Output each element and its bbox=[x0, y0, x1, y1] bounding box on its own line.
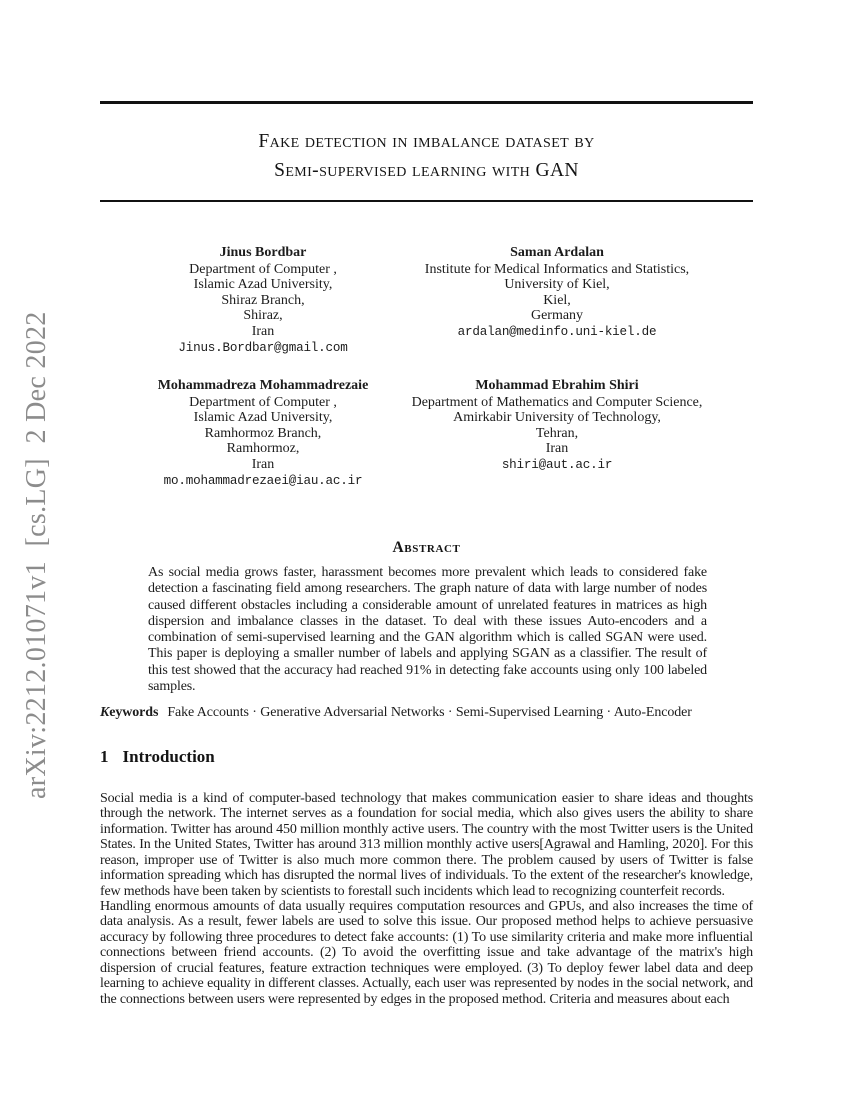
author-affiliation-line: Ramhormoz, bbox=[226, 441, 300, 457]
title-rule-top bbox=[100, 101, 753, 104]
section-title: Introduction bbox=[122, 747, 215, 766]
author-affiliation-line: Iran bbox=[251, 456, 275, 472]
author-email: mo.mohammadrezaei@iau.ac.ir bbox=[163, 473, 363, 488]
arxiv-watermark: arXiv:2212.01071v1 [cs.LG] 2 Dec 2022 bbox=[21, 311, 52, 799]
author-name: Mohammadreza Mohammadrezaie bbox=[157, 378, 369, 393]
author-affiliation-line: Department of Mathematics and Computer Science, bbox=[411, 394, 703, 410]
author-affiliation-line: Iran bbox=[545, 441, 569, 457]
author-affiliation-line: Amirkabir University of Technology, bbox=[453, 410, 661, 426]
author-block-mohammad-ebrahim-shiri bbox=[392, 378, 722, 474]
author-email: Jinus.Bordbar@gmail.com bbox=[178, 340, 348, 355]
keywords-label-rest: eywords bbox=[109, 705, 159, 720]
author-affiliation-line: Tehran, bbox=[535, 425, 579, 441]
title-rule-bottom bbox=[100, 200, 753, 202]
author-name: Mohammad Ebrahim Shiri bbox=[475, 378, 639, 393]
author-email: ardalan@medinfo.uni-kiel.de bbox=[457, 324, 657, 339]
author-affiliation-line: Ramhormoz Branch, bbox=[204, 425, 322, 441]
author-block-saman-ardalan bbox=[392, 245, 722, 341]
keywords-label bbox=[100, 705, 158, 720]
author-affiliation-line: Islamic Azad University, bbox=[193, 410, 333, 426]
author-affiliation-line: Shiraz, bbox=[243, 308, 283, 324]
author-name: Saman Ardalan bbox=[510, 245, 604, 260]
abstract-text: As social media grows faster, harassment becomes more prevalent which leads to considered fake detection a fascinating field among researchers. The graph nature of data with large number of nodes caused different obstacles including a considerable amount of unrelated features in matrices as high dispersion and imbalance classes in the dataset. To deal with these issues Auto-encoders and a combination of semi-supervised learning and the GAN algorithm which is called SGAN were used. This paper is deploying a smaller number of labels and applying SGAN as a classifier. The result of this test showed that the accuracy had reached 91% in detecting fake accounts using only 100 labeled samples. bbox=[148, 565, 707, 695]
intro-paragraph-2: Handling enormous amounts of data usually requires computation resources and GPUs, and also increases the time of data analysis. As a result, fewer labels are used to solve this issue. Our proposed method helps to achieve persuasive accuracy by following three procedures to detect fake accounts: (1) To use similarity criteria and make more influential connections between friend accounts. (2) To avoid the overfitting issue and take advantage of the matrix's high dispersion of crucial features, feature extraction techniques were employed. (3) To deploy fewer label data and deep learning to achieve equality in different classes. Actually, each user was represented by nodes in the social network, and the connections between users were represented by edges in the proposed method. Criteria and measures about each bbox=[100, 899, 753, 1007]
author-affiliation-line: Institute for Medical Informatics and Statistics, bbox=[424, 261, 690, 277]
author-affiliation-line: Department of Computer , bbox=[189, 394, 337, 410]
author-block-mohammadreza-mohammadrezaie bbox=[98, 378, 428, 489]
author-email: shiri@aut.ac.ir bbox=[501, 457, 613, 472]
author-affiliation-line: University of Kiel, bbox=[504, 277, 610, 293]
keywords-line bbox=[100, 705, 753, 721]
author-affiliation-line: Shiraz Branch, bbox=[221, 292, 305, 308]
author-affiliation-line: Germany bbox=[530, 308, 584, 324]
intro-paragraph-1: Social media is a kind of computer-based technology that makes communication easier to share ideas and thoughts through the network. The internet serves as a foundation for social media, which also gives users the ability to share information. Twitter has around 450 million monthly active users. The country with the most Twitter users is the United States. In the United States, Twitter has around 313 million monthly active users[Agrawal and Hamling, 2020]. For this reason, improper use of Twitter is also much more common there. The problem caused by users of Twitter is false information spreading which has disrupted the normal lives of individuals. To the extent of the researcher's knowledge, few methods have been taken by scientists to forestall such incidents which lead to recognizing counterfeit records. bbox=[100, 791, 753, 899]
title-line-1: Fake detection in imbalance dataset by bbox=[258, 131, 595, 152]
author-affiliation-line: Kiel, bbox=[543, 292, 571, 308]
keywords-text: Fake Accounts · Generative Adversarial Networks · Semi-Supervised Learning · Auto-Encoder bbox=[167, 705, 692, 720]
author-affiliation-line: Iran bbox=[251, 323, 275, 339]
author-block-jinus-bordbar bbox=[98, 245, 428, 356]
author-affiliation-line: Islamic Azad University, bbox=[193, 277, 333, 293]
author-name: Jinus Bordbar bbox=[219, 245, 307, 260]
paper-title bbox=[100, 127, 753, 185]
section-heading-introduction bbox=[100, 747, 753, 767]
keywords-label-initial: K bbox=[100, 705, 110, 720]
title-line-2: Semi-supervised learning with GAN bbox=[274, 160, 579, 181]
abstract-heading: Abstract bbox=[392, 539, 461, 556]
section-number: 1 bbox=[100, 747, 109, 766]
author-affiliation-line: Department of Computer , bbox=[189, 261, 337, 277]
